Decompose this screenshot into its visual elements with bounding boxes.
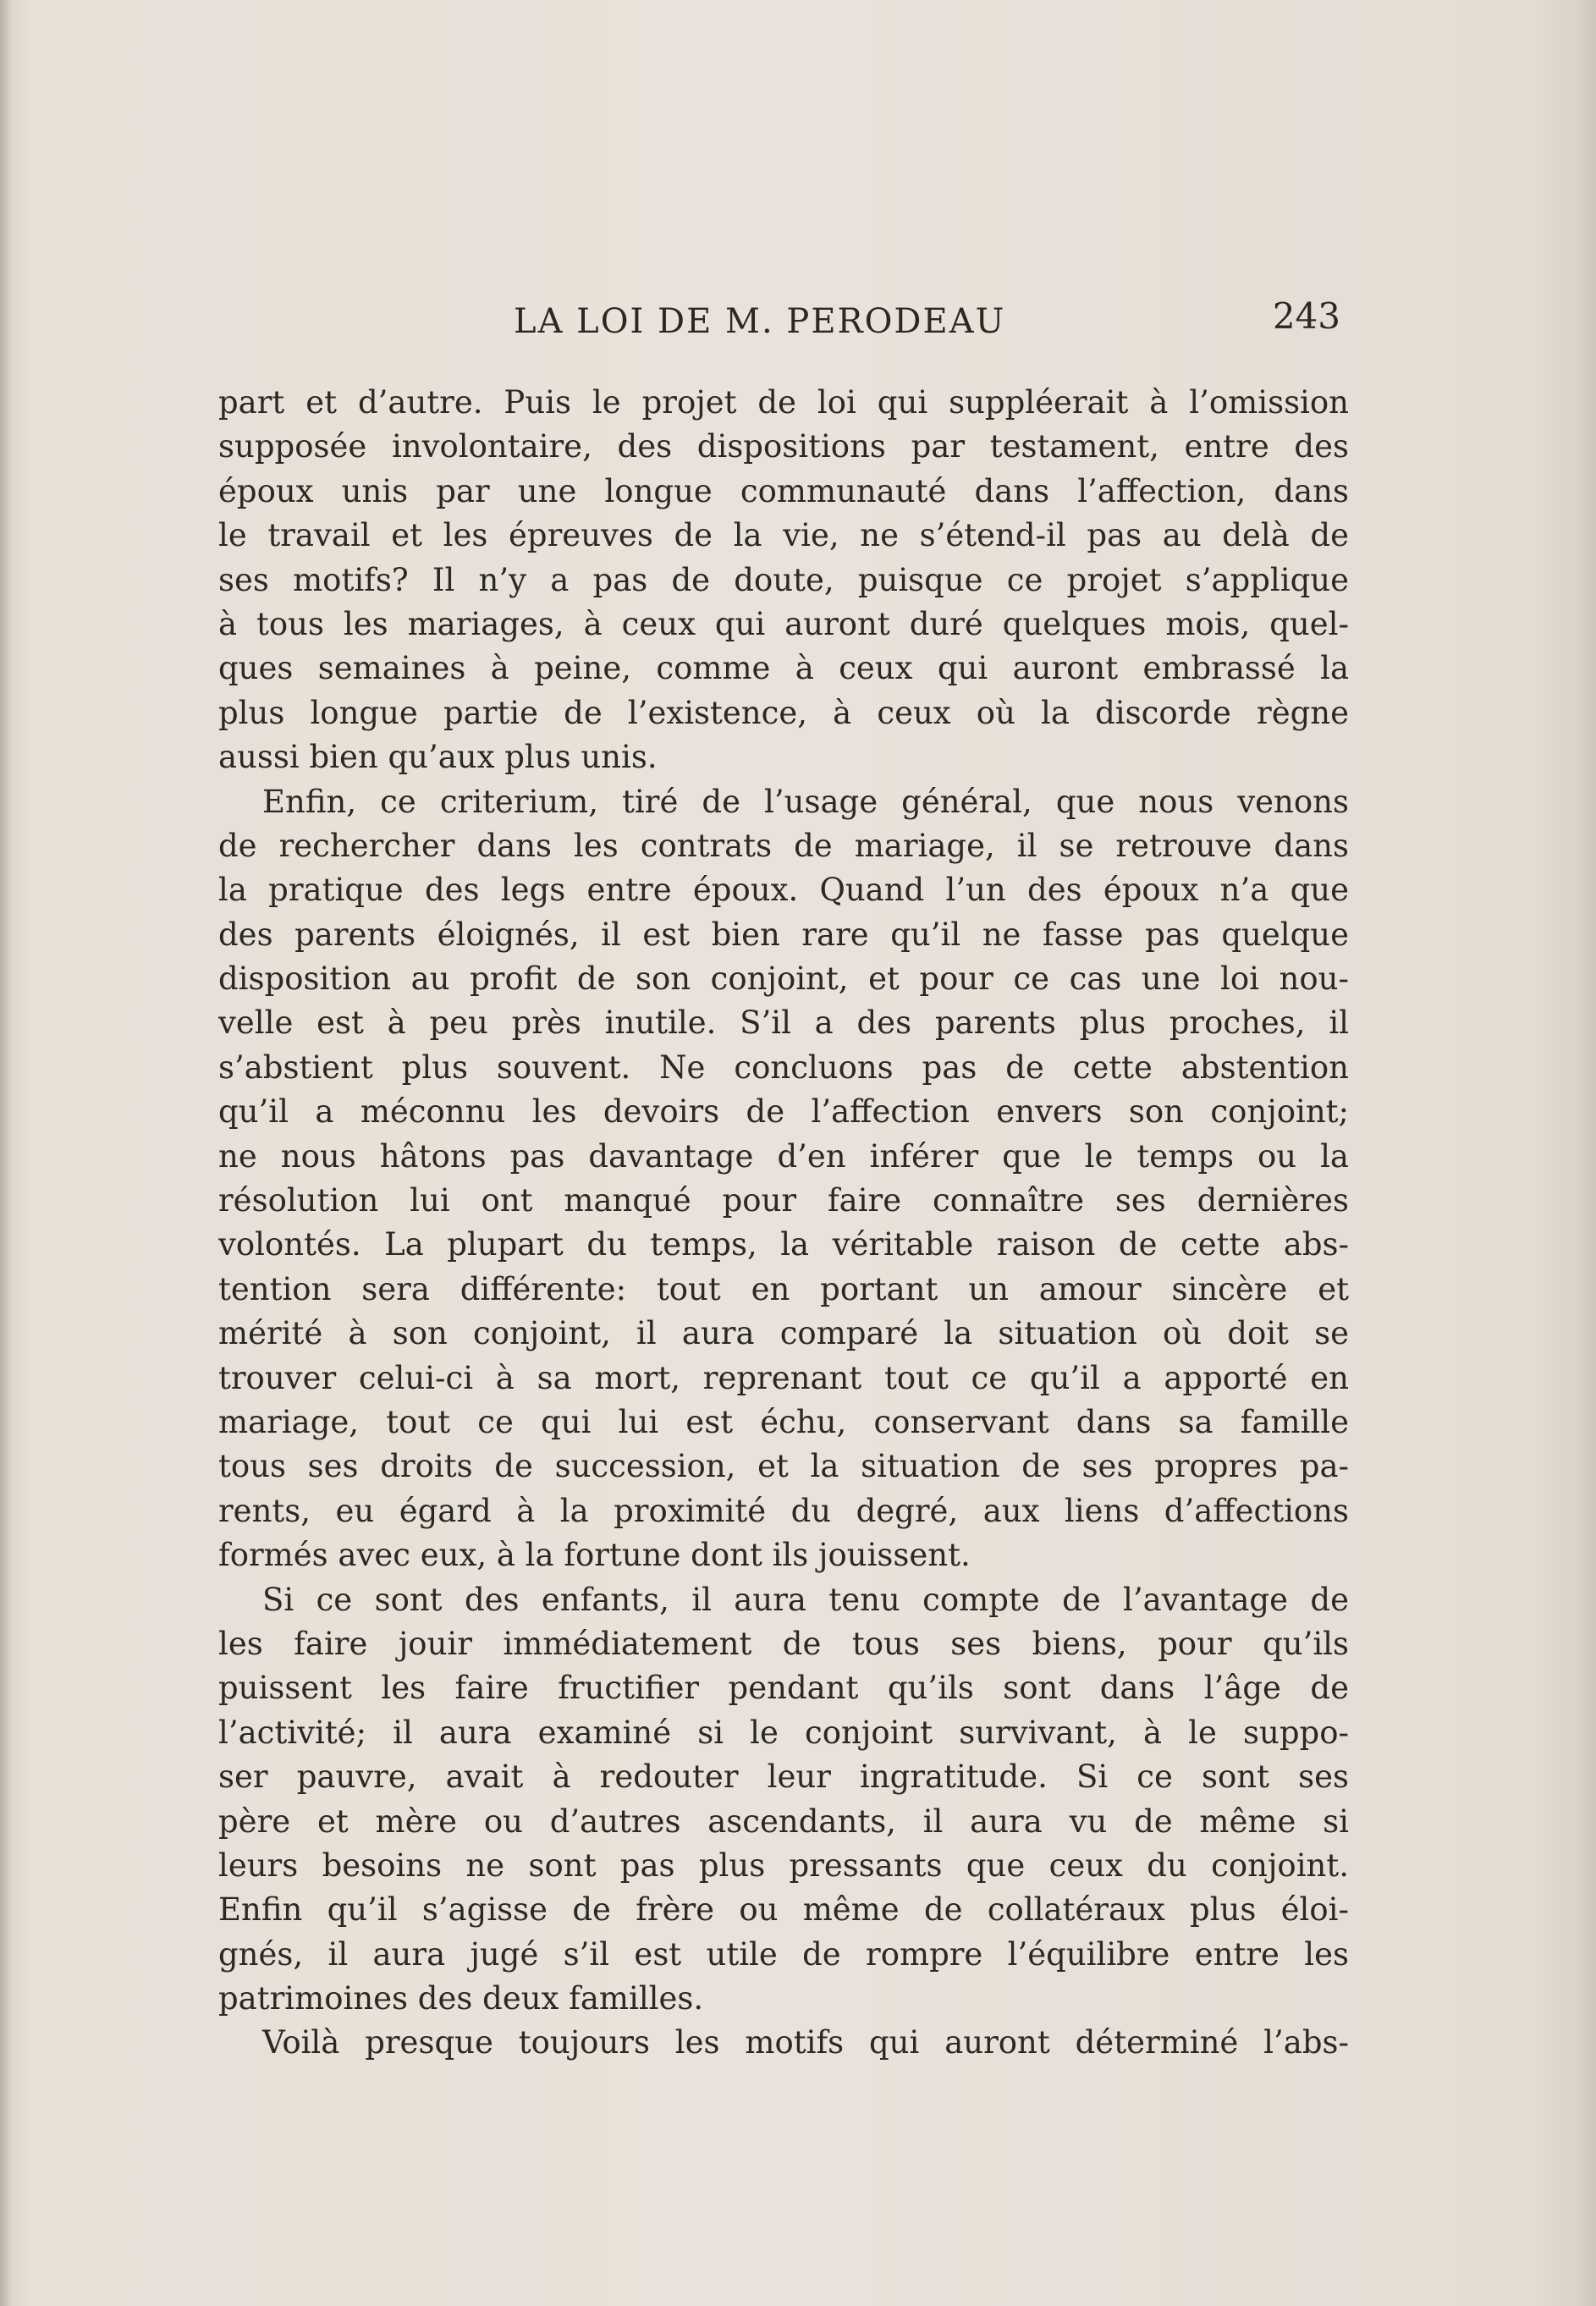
text-line: Enfin, ce criterium, tiré de l’usage général, que nous venons bbox=[262, 783, 1349, 820]
text-line: les faire jouir immédiatement de tous ses biens, pour qu’ils bbox=[218, 1625, 1349, 1662]
text-line: formés avec eux, à la fortune dont ils jouissent. bbox=[218, 1537, 971, 1574]
text-line: Enfin qu’il s’agisse de frère ou même de collatéraux plus éloi- bbox=[218, 1891, 1349, 1929]
text-line: père et mère ou d’autres ascendants, il aura vu de même si bbox=[218, 1802, 1349, 1840]
text-line: volontés. La plupart du temps, la véritable raison de cette abs- bbox=[218, 1226, 1349, 1263]
text-line: le travail et les épreuves de la vie, ne s’étend-il pas au delà de bbox=[218, 517, 1349, 554]
text-line: disposition au profit de son conjoint, et pour ce cas une loi nou- bbox=[218, 960, 1349, 998]
text-line: puissent les faire fructifier pendant qu’ils sont dans l’âge de bbox=[218, 1670, 1349, 1707]
text-line: de rechercher dans les contrats de mariage, il se retrouve dans bbox=[218, 827, 1349, 864]
text-line: tous ses droits de succession, et la situation de ses propres pa- bbox=[218, 1448, 1349, 1485]
text-line: époux unis par une longue communauté dans l’affection, dans bbox=[218, 472, 1349, 509]
text-line: à tous les mariages, à ceux qui auront duré quelques mois, quel- bbox=[218, 605, 1349, 642]
text-line: part et d’autre. Puis le projet de loi qui suppléerait à l’omission bbox=[218, 384, 1349, 421]
text-line: s’abstient plus souvent. Ne concluons pas de cette abstention bbox=[218, 1048, 1349, 1086]
text-line: mariage, tout ce qui lui est échu, conservant dans sa famille bbox=[218, 1403, 1349, 1440]
running-head bbox=[222, 292, 1340, 360]
body-text bbox=[218, 381, 1349, 2066]
text-line: mérité à son conjoint, il aura comparé la situation où doit se bbox=[218, 1315, 1349, 1352]
text-line: ques semaines à peine, comme à ceux qui auront embrassé la bbox=[218, 650, 1349, 687]
text-line: des parents éloignés, il est bien rare qu’il ne fasse pas quelque bbox=[218, 916, 1349, 953]
text-line: Si ce sont des enfants, il aura tenu compte de l’avantage de bbox=[262, 1581, 1349, 1618]
text-line: plus longue partie de l’existence, à ceux où la discorde règne bbox=[218, 694, 1349, 731]
text-line: tention sera différente: tout en portant un amour sincère et bbox=[218, 1270, 1349, 1307]
text-line: résolution lui ont manqué pour faire connaître ses dernières bbox=[218, 1182, 1349, 1219]
text-line: aussi bien qu’aux plus unis. bbox=[218, 739, 658, 776]
text-line: gnés, il aura jugé s’il est utile de rompre l’équilibre entre les bbox=[218, 1935, 1349, 1973]
text-line: ser pauvre, avait à redouter leur ingratitude. Si ce sont ses bbox=[218, 1758, 1349, 1796]
text-line: qu’il a méconnu les devoirs de l’affection envers son conjoint; bbox=[218, 1093, 1349, 1131]
text-line: rents, eu égard à la proximité du degré, aux liens d’affections bbox=[218, 1492, 1349, 1529]
text-line: ses motifs? Il n’y a pas de doute, puisque ce projet s’applique bbox=[218, 561, 1349, 598]
text-line: velle est à peu près inutile. S’il a des parents plus proches, il bbox=[218, 1004, 1349, 1042]
text-line: supposée involontaire, des dispositions par testament, entre des bbox=[218, 428, 1349, 465]
text-line: trouver celui-ci à sa mort, reprenant tout ce qu’il a apporté en bbox=[218, 1359, 1349, 1396]
text-line: patrimoines des deux familles. bbox=[218, 1980, 704, 2017]
running-title: LA LOI DE M. PERODEAU bbox=[514, 302, 1006, 341]
text-line: leurs besoins ne sont pas plus pressants que ceux du conjoint. bbox=[218, 1846, 1349, 1884]
page-number: 243 bbox=[1272, 295, 1340, 337]
text-line: Voilà presque toujours les motifs qui auront déterminé l’abs- bbox=[262, 2024, 1349, 2061]
text-line: l’activité; il aura examiné si le conjoint survivant, à le suppo- bbox=[218, 1714, 1349, 1751]
text-line: ne nous hâtons pas davantage d’en inférer que le temps ou la bbox=[218, 1137, 1349, 1175]
text-line: la pratique des legs entre époux. Quand l’un des époux n’a que bbox=[218, 872, 1349, 909]
